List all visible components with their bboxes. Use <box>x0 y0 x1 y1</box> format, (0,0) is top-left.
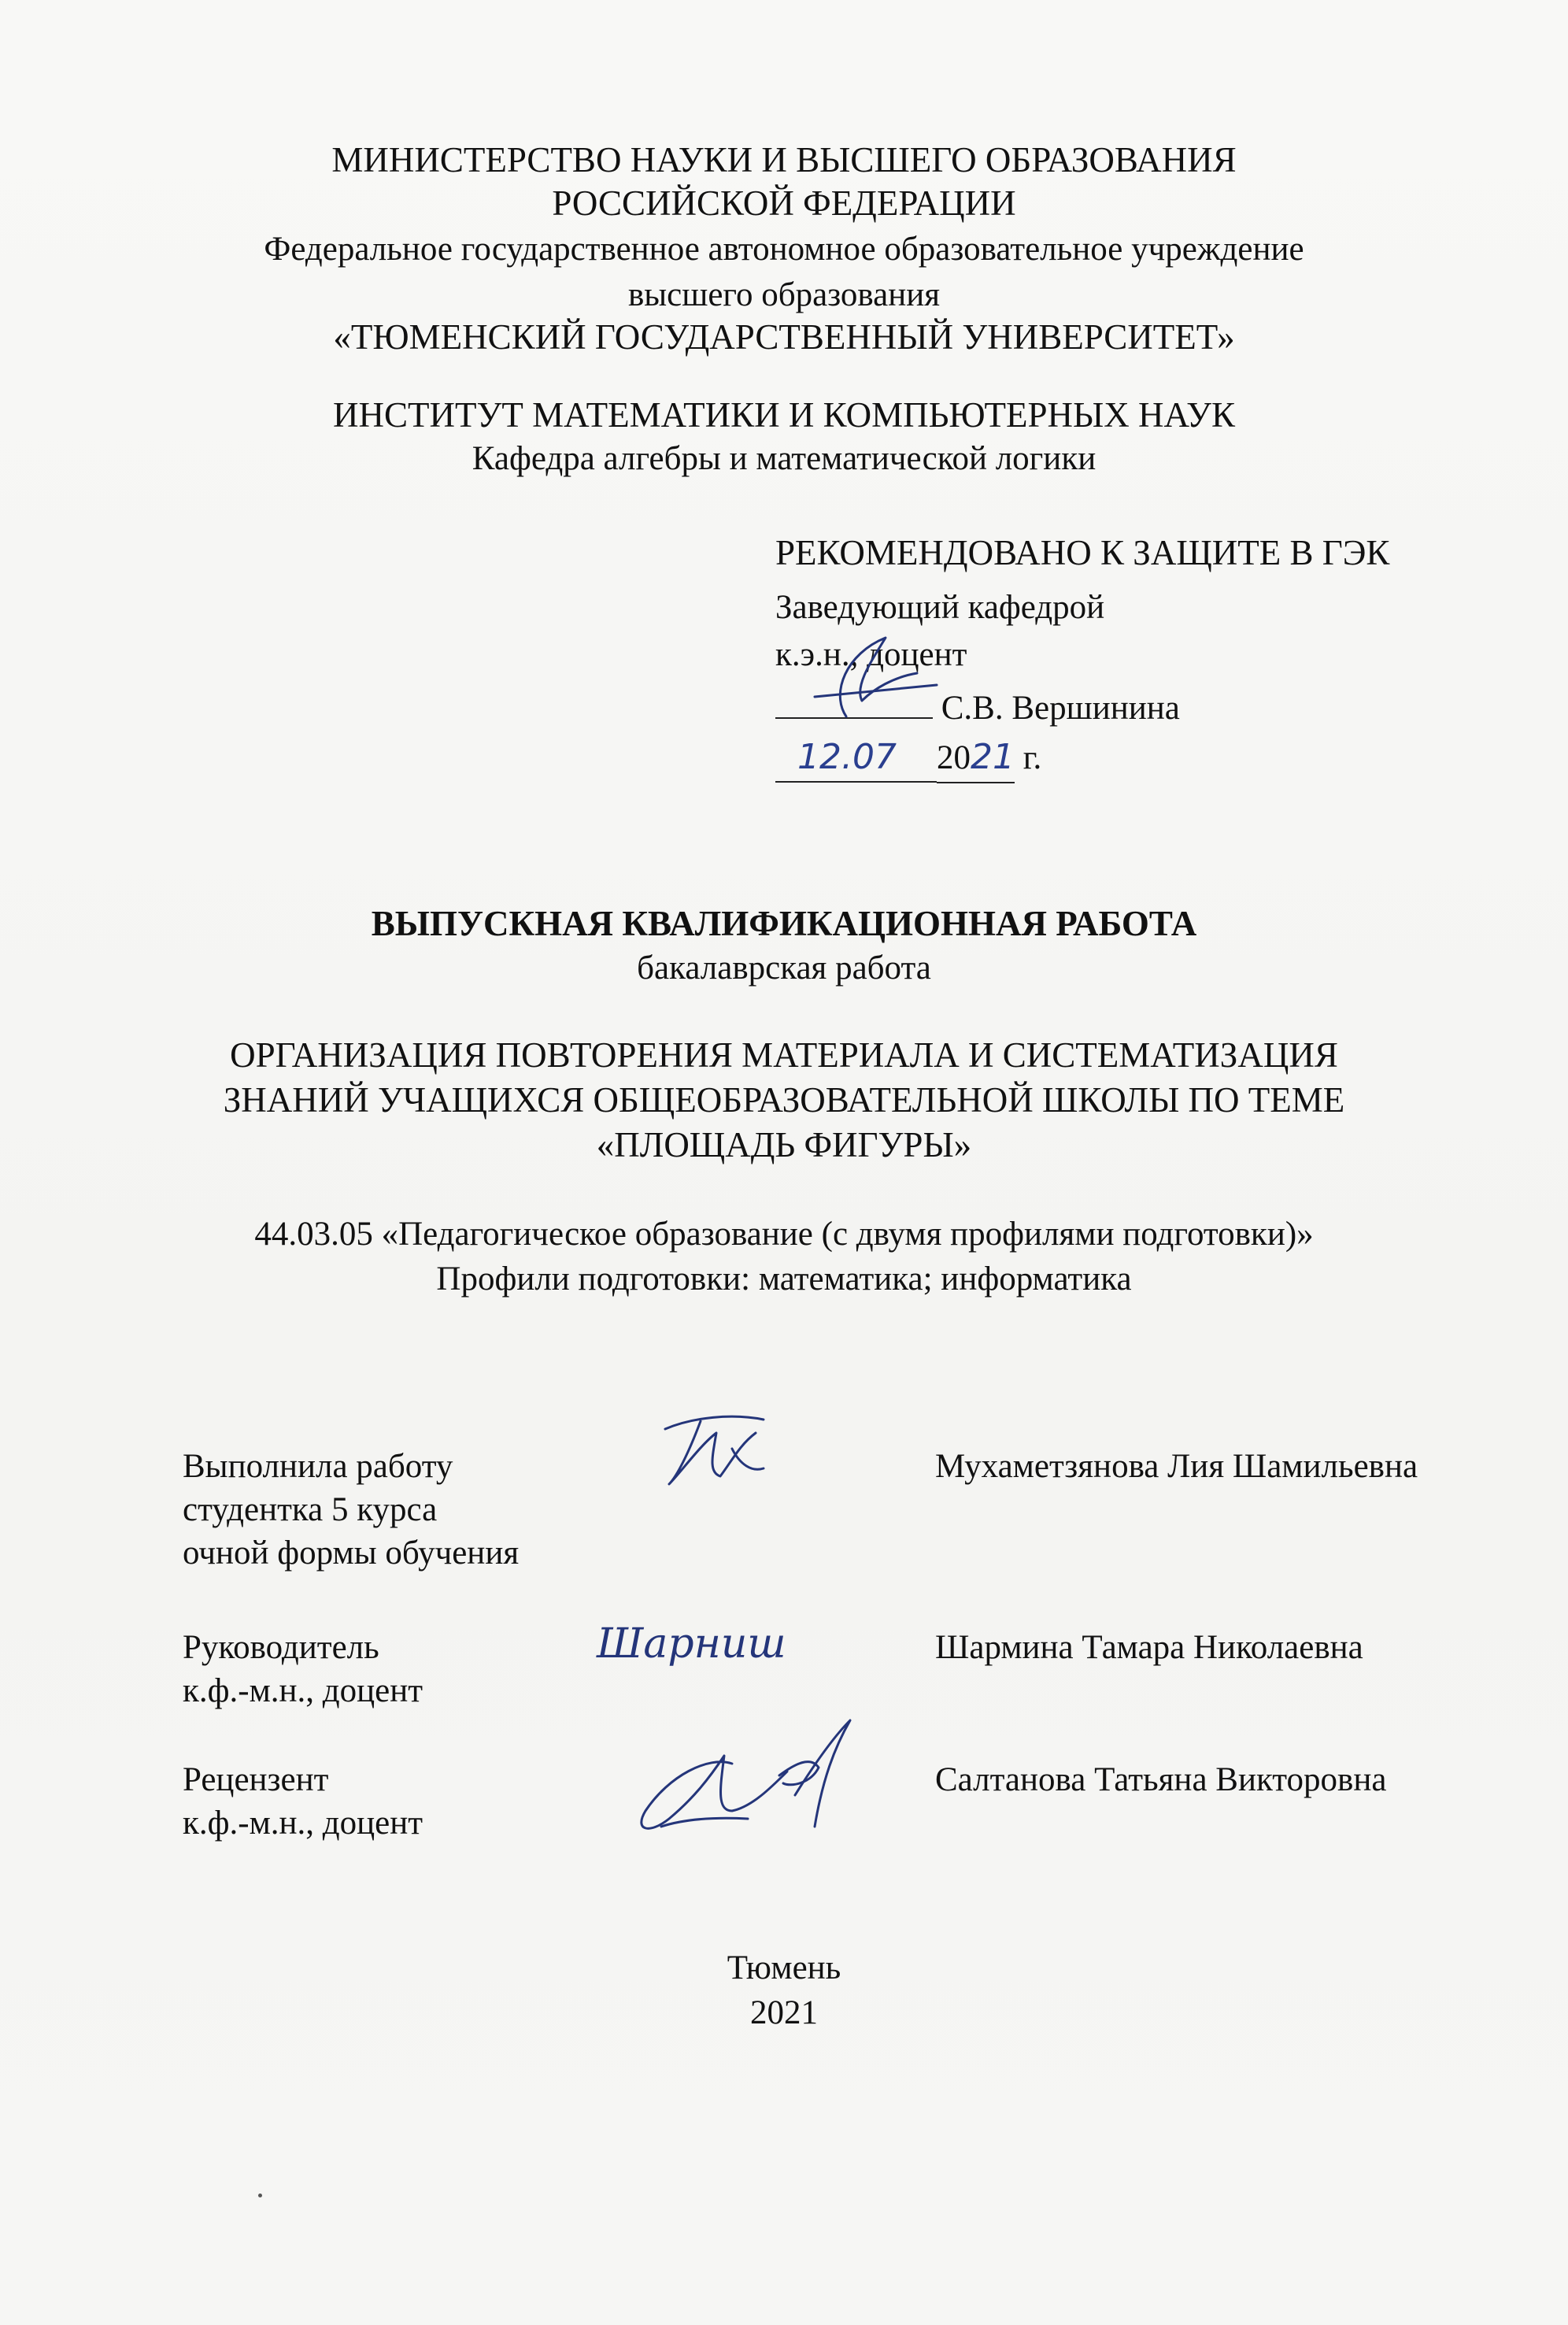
work-type-title: ВЫПУСКНАЯ КВАЛИФИКАЦИОННАЯ РАБОТА <box>371 904 1197 943</box>
department-name: Кафедра алгебры и математической логики <box>472 440 1096 477</box>
ministry-line-2: РОССИЙСКОЙ ФЕДЕРАЦИИ <box>552 183 1016 223</box>
supervisor-role-line-2: к.ф.-м.н., доцент <box>183 1672 423 1709</box>
supervisor-signature-icon <box>589 1614 841 1677</box>
ministry-line-1: МИНИСТЕРСТВО НАУКИ И ВЫСШЕГО ОБРАЗОВАНИЯ <box>331 140 1237 180</box>
work-type-subtitle: бакалаврская работа <box>637 950 931 987</box>
head-name: С.В. Вершинина <box>941 690 1180 727</box>
approval-recommended: РЕКОМЕНДОВАНО К ЗАЩИТЕ В ГЭК <box>775 533 1390 572</box>
approval-degree: к.э.н., доцент <box>775 636 967 673</box>
institution-line-2: высшего образования <box>627 276 941 313</box>
topic-line-2: ЗНАНИЙ УЧАЩИХСЯ ОБЩЕОБРАЗОВАТЕЛЬНОЙ ШКОЛЫ ПО ТЕМЕ <box>223 1080 1345 1120</box>
author-role-line-3: очной формы обучения <box>183 1535 520 1572</box>
supervisor-signature-text: Шарниш <box>597 1620 786 1668</box>
footer-city: Тюмень <box>727 1949 841 1986</box>
approval-position: Заведующий кафедрой <box>775 589 1105 626</box>
author-role-line-2: студентка 5 курса <box>183 1491 438 1528</box>
footer-year: 2021 <box>750 1994 818 2031</box>
institute-name: ИНСТИТУТ МАТЕМАТИКИ И КОМПЬЮТЕРНЫХ НАУК <box>333 395 1235 435</box>
approval-date-row <box>775 734 1484 783</box>
reviewer-role <box>183 1758 423 1845</box>
author-signature-icon <box>645 1398 779 1500</box>
reviewer-role-line-1: Рецензент <box>183 1761 329 1798</box>
approval-block <box>775 529 1484 783</box>
year-prefix: 20 <box>937 739 971 776</box>
reviewer-name: Салтанова Татьяна Викторовна <box>935 1761 1387 1798</box>
profiles: Профили подготовки: математика; информатика <box>436 1261 1132 1298</box>
institution-line-1: Федеральное государственное автономное образовательное учреждение <box>264 231 1304 268</box>
year-handwritten: 21 <box>971 737 1015 777</box>
supervisor-role-line-1: Руководитель <box>183 1629 379 1666</box>
date-day-month-text: 12.07 <box>797 737 897 777</box>
topic-line-3: «ПЛОЩАДЬ ФИГУРЫ» <box>596 1125 972 1164</box>
author-role-line-1: Выполнила работу <box>183 1448 453 1485</box>
date-day-month <box>775 734 937 783</box>
reviewer-signature-icon <box>614 1709 874 1850</box>
year-suffix: г. <box>1023 739 1042 776</box>
approval-signature-row <box>775 685 1484 732</box>
reviewer-role-line-2: к.ф.-м.н., доцент <box>183 1805 423 1842</box>
topic-line-1: ОРГАНИЗАЦИЯ ПОВТОРЕНИЯ МАТЕРИАЛА И СИСТЕМАТИЗАЦИЯ <box>230 1035 1338 1075</box>
supervisor-role <box>183 1626 423 1712</box>
head-signature-line <box>775 686 933 719</box>
specialty: 44.03.05 «Педагогическое образование (с двумя профилями подготовки)» <box>254 1216 1314 1253</box>
date-year <box>937 734 1015 783</box>
university-name: «ТЮМЕНСКИЙ ГОСУДАРСТВЕННЫЙ УНИВЕРСИТЕТ» <box>333 317 1235 357</box>
author-role <box>183 1445 519 1575</box>
speck-dot <box>258 2194 262 2197</box>
author-name: Мухаметзянова Лия Шамильевна <box>935 1448 1418 1485</box>
supervisor-name: Шармина Тамара Николаевна <box>935 1629 1363 1666</box>
